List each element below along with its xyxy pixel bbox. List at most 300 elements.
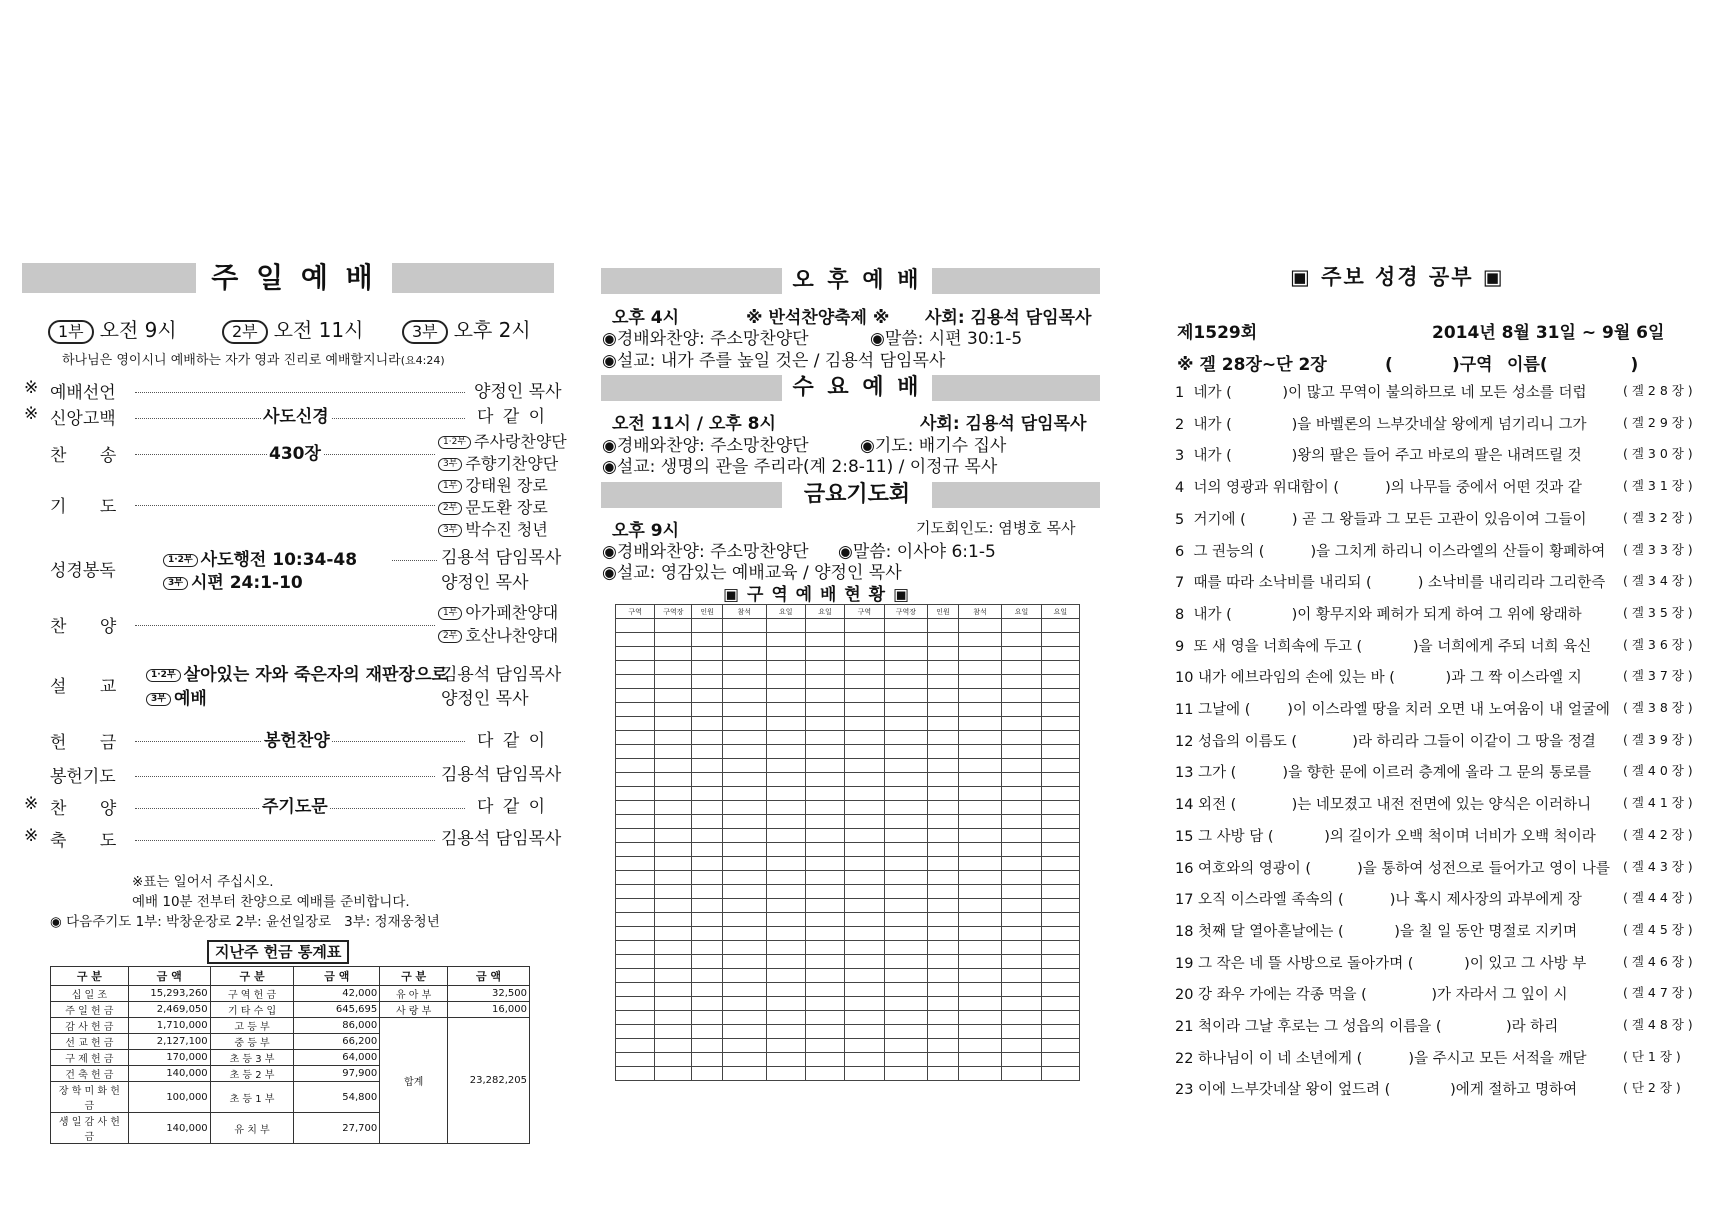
afternoon-word: ◉말씀: 시편 30:1-5 [870,329,1023,349]
district-cell [805,773,844,787]
district-cell [805,647,844,661]
offering-cell: 16,000 [448,1002,530,1018]
district-cell [845,731,884,745]
district-cell [1002,1053,1041,1067]
district-cell [1002,885,1041,899]
question-reference: ( 겔 2 8 장 ) [1623,383,1693,398]
study-question [1175,793,1693,814]
district-cell [958,759,1002,773]
district-cell [1002,815,1041,829]
question-reference: ( 겔 4 7 장 ) [1623,985,1693,1001]
district-cell [1002,899,1041,913]
district-cell [958,815,1002,829]
district-cell [655,689,692,703]
district-cell [928,955,959,969]
district-cell [884,815,928,829]
district-cell [845,1039,884,1053]
friday-title: 금요기도회 [782,480,932,510]
district-header: 요일 [766,605,805,619]
question-reference: ( 겔 3 5 장 ) [1623,604,1693,620]
district-cell [958,955,1002,969]
district-cell [1041,885,1079,899]
district-cell [928,661,959,675]
district-cell [845,815,884,829]
district-cell [884,731,928,745]
district-cell [884,1067,928,1081]
district-cell [1041,773,1079,787]
leader-dots [135,392,465,393]
offering-row [51,1002,530,1018]
study-question [1175,540,1693,561]
district-cell [692,773,723,787]
district-cell [805,941,844,955]
district-cell [928,619,959,633]
district-cell [845,941,884,955]
question-reference: ( 겔 3 6 장 ) [1623,636,1693,652]
district-row [616,731,1080,745]
order-right: 양정인 목사 [474,382,562,402]
district-cell [722,675,766,689]
district-cell [616,773,655,787]
district-cell [884,661,928,675]
district-cell [805,997,844,1011]
district-cell [928,647,959,661]
question-text: 10 내가 에브라임의 손에 있는 바 ( )과 그 짝 이스라엘 지 [1175,670,1582,687]
district-cell [616,997,655,1011]
district-cell [884,885,928,899]
order-label: 찬 양 [50,617,131,637]
district-cell [722,913,766,927]
district-cell [655,885,692,899]
district-cell [928,773,959,787]
district-cell [1002,1025,1041,1039]
district-cell [692,899,723,913]
district-cell [805,871,844,885]
district-cell [928,997,959,1011]
offering-cell: 유 아 부 [380,986,448,1002]
order-right: 다 같 이 [477,797,548,817]
afternoon-event: ※ 반석찬양축제 ※ [746,308,890,328]
district-cell [958,829,1002,843]
district-cell [958,689,1002,703]
district-cell [958,787,1002,801]
afternoon-host: 사회: 김용석 담임목사 [925,308,1092,328]
part-badge: 1부 [48,320,94,344]
offering-cell: 감 사 헌 금 [51,1018,129,1034]
district-cell [884,703,928,717]
offering-cell: 64,000 [294,1050,380,1066]
offering-cell: 초 등 3 부 [210,1050,294,1066]
district-row [616,843,1080,857]
district-cell [616,1039,655,1053]
district-cell [692,759,723,773]
district-cell [722,619,766,633]
district-row [616,717,1080,731]
leader-dots [135,840,435,841]
question-text: 22 하나님이 이 네 소년에게 ( )을 주시고 모든 서적을 깨닫 [1175,1050,1587,1067]
district-cell [805,801,844,815]
district-cell [766,717,805,731]
district-cell [928,913,959,927]
district-cell [692,885,723,899]
district-cell [1041,927,1079,941]
district-cell [928,885,959,899]
district-cell [928,1067,959,1081]
question-text: 14 외전 ( )는 네모졌고 내전 전면에 있는 양식은 이러하니 [1175,797,1592,814]
district-cell [1041,815,1079,829]
next-prayer-note: ◉ 다음주기도 1부: 박창운장로 2부: 윤선일장로 3부: 정재웅청년 [50,914,440,930]
district-cell [884,801,928,815]
district-cell [1041,689,1079,703]
order-label: 성경봉독 [50,561,116,581]
question-reference: ( 겔 4 4 장 ) [1623,890,1693,906]
study-question [1175,635,1693,656]
order-label: 찬 양 [50,799,131,819]
district-cell [655,787,692,801]
district-cell [692,619,723,633]
offering-row [51,1018,530,1034]
district-row [616,941,1080,955]
district-cell [958,997,1002,1011]
district-cell [1041,1025,1079,1039]
service-time-1: 1부 오전 9시 [48,314,177,344]
district-cell [958,801,1002,815]
district-cell [616,801,655,815]
district-cell [616,689,655,703]
district-cell [845,899,884,913]
district-cell [616,745,655,759]
district-cell [958,661,1002,675]
district-cell [845,759,884,773]
district-cell [958,899,1002,913]
district-cell [1002,913,1041,927]
district-cell [616,941,655,955]
district-cell [845,745,884,759]
district-row [616,647,1080,661]
offering-row [51,986,530,1002]
district-cell [766,1011,805,1025]
district-cell [845,647,884,661]
study-question [1175,413,1693,434]
district-cell [722,1039,766,1053]
offering-cell: 사 랑 부 [380,1002,448,1018]
district-cell [766,689,805,703]
district-cell [1041,955,1079,969]
district-cell [928,969,959,983]
district-cell [1002,843,1041,857]
district-cell [884,1053,928,1067]
district-cell [722,801,766,815]
district-cell [722,871,766,885]
part-badge: 3부 [402,320,448,344]
district-cell [616,969,655,983]
district-cell [766,1053,805,1067]
district-row [616,689,1080,703]
district-cell [616,871,655,885]
question-reference: ( 겔 4 2 장 ) [1623,826,1693,842]
district-cell [805,731,844,745]
district-cell [928,1053,959,1067]
district-row [616,997,1080,1011]
district-cell [616,955,655,969]
district-cell [928,899,959,913]
district-cell [722,969,766,983]
district-cell [845,619,884,633]
district-cell [655,759,692,773]
district-cell [884,1011,928,1025]
question-text: 21 척이라 그날 후로는 그 성읍의 이름을 ( )라 하리 [1175,1019,1559,1035]
district-cell [928,843,959,857]
district-row [616,703,1080,717]
district-cell [928,871,959,885]
district-cell [655,955,692,969]
district-cell [655,815,692,829]
district-cell [1002,927,1041,941]
offering-cell: 선 교 헌 금 [51,1034,129,1050]
district-cell [1002,983,1041,997]
district-cell [655,633,692,647]
offering-total: 23,282,205 [448,1018,530,1144]
leader-dots [135,505,435,506]
district-cell [845,1053,884,1067]
friday-time: 오후 9시 [612,521,680,541]
study-question [1175,444,1693,465]
district-cell [692,1053,723,1067]
district-cell [655,647,692,661]
district-cell [722,647,766,661]
district-cell [845,857,884,871]
offering-cell: 십 일 조 [51,986,129,1002]
district-cell [766,983,805,997]
question-text: 7 때를 따라 소낙비를 내리되 ( ) 소낙비를 내리리라 그리한즉 [1175,575,1606,592]
order-label: 축 도 [50,831,131,851]
district-cell [805,843,844,857]
district-cell [928,815,959,829]
district-row [616,983,1080,997]
district-row [616,899,1080,913]
district-cell [655,1067,692,1081]
district-cell [1002,1011,1041,1025]
order-center: 430장 [267,439,323,464]
district-cell [1002,801,1041,815]
district-cell [1041,633,1079,647]
offering-cell: 건 축 헌 금 [51,1066,129,1082]
district-cell [1002,703,1041,717]
question-text: 9 또 새 영을 너희속에 두고 ( )을 너희에게 주되 너희 육신 [1175,638,1592,655]
district-table [615,604,1080,1081]
district-cell [1002,773,1041,787]
district-cell [884,829,928,843]
district-cell [655,969,692,983]
offering-cell: 15,293,260 [128,986,210,1002]
district-cell [616,675,655,689]
order-label: 설 교 [50,677,131,697]
order-right: 2부 문도환 장로 [438,495,548,518]
district-cell [766,927,805,941]
district-cell [805,1025,844,1039]
district-cell [805,1039,844,1053]
friday-leader: 기도회인도: 염병호 목사 [916,519,1076,537]
study-question [1175,381,1693,402]
offering-cell: 54,800 [294,1082,380,1113]
district-cell [845,661,884,675]
district-cell [1002,731,1041,745]
study-question [1175,666,1693,687]
question-reference: ( 겔 4 3 장 ) [1623,858,1693,874]
mark: ※ [24,404,39,424]
district-row [616,619,1080,633]
district-header: 요일 [805,605,844,619]
district-cell [766,633,805,647]
district-header: 참석 [958,605,1002,619]
district-cell [722,661,766,675]
offering-header: 구 분 [51,967,129,986]
district-cell [805,633,844,647]
district-cell [692,857,723,871]
district-cell [766,969,805,983]
offering-cell: 27,700 [294,1113,380,1144]
district-row [616,1025,1080,1039]
question-text: 3 내가 ( )왕의 팔은 들어 주고 바로의 팔은 내려뜨릴 것 [1175,448,1582,465]
district-cell [1002,1067,1041,1081]
district-cell [805,857,844,871]
district-cell [655,857,692,871]
district-cell [616,857,655,871]
district-cell [1041,675,1079,689]
district-cell [1041,969,1079,983]
order-center: 봉헌찬양 [262,726,332,751]
district-cell [766,619,805,633]
district-row [616,871,1080,885]
district-cell [616,983,655,997]
order-center: 3부 시편 24:1-10 [163,568,303,593]
district-cell [692,871,723,885]
wednesday-host: 사회: 김용석 담임목사 [920,414,1087,434]
district-cell [884,787,928,801]
district-cell [616,717,655,731]
district-cell [1002,633,1041,647]
district-cell [722,633,766,647]
district-cell [958,773,1002,787]
mark: ※ [24,794,39,814]
district-cell [928,787,959,801]
district-cell [845,1025,884,1039]
district-cell [1041,1067,1079,1081]
district-cell [616,885,655,899]
district-row [616,1039,1080,1053]
offering-cell: 86,000 [294,1018,380,1034]
district-cell [655,731,692,745]
district-cell [805,745,844,759]
part-badge: 2부 [222,320,268,344]
district-cell [928,675,959,689]
district-cell [1041,1039,1079,1053]
district-cell [692,661,723,675]
district-row [616,633,1080,647]
district-cell [1002,675,1041,689]
district-cell [845,703,884,717]
offering-title: 지난주 헌금 통계표 [207,940,349,964]
order-right: 김용석 담임목사 [441,829,562,849]
district-cell [958,1053,1002,1067]
district-cell [884,955,928,969]
district-cell [692,1025,723,1039]
district-row [616,927,1080,941]
district-cell [805,661,844,675]
district-cell [766,703,805,717]
district-cell [692,941,723,955]
district-cell [805,1011,844,1025]
district-cell [766,647,805,661]
district-cell [805,1067,844,1081]
district-cell [1041,843,1079,857]
district-row [616,815,1080,829]
district-header: 인원 [692,605,723,619]
prepare-note: 예배 10분 전부터 찬양으로 예배를 준비합니다. [132,894,410,910]
district-cell [722,1011,766,1025]
district-cell [655,1053,692,1067]
study-question [1175,983,1693,1004]
district-cell [655,703,692,717]
district-cell [958,927,1002,941]
district-cell [1041,899,1079,913]
offering-cell: 170,000 [128,1050,210,1066]
question-reference: ( 겔 2 9 장 ) [1623,414,1693,430]
district-cell [616,843,655,857]
district-cell [766,941,805,955]
district-cell [845,773,884,787]
district-row [616,661,1080,675]
district-cell [766,843,805,857]
offering-cell: 66,200 [294,1034,380,1050]
afternoon-sermon: ◉설교: 내가 주를 높일 것은 / 김용석 담임목사 [602,351,946,371]
question-text: 1 네가 ( )이 많고 무역이 불의하므로 네 모든 성소를 더럽 [1175,385,1587,401]
order-right: 3부 주향기찬양단 [438,451,558,474]
offering-header: 금 액 [294,967,380,986]
study-question [1175,952,1693,973]
district-cell [766,801,805,815]
district-cell [884,969,928,983]
district-cell [1041,941,1079,955]
district-cell [884,773,928,787]
study-question [1175,508,1693,529]
offering-cell: 645,695 [294,1002,380,1018]
question-text: 8 내가 ( )이 황무지와 폐허가 되게 하여 그 위에 왕래하 [1175,606,1582,623]
district-row [616,955,1080,969]
study-question [1175,698,1693,719]
study-question [1175,571,1693,592]
offering-cell: 장 학 미 화 헌 금 [51,1082,129,1113]
district-cell [958,843,1002,857]
offering-cell: 140,000 [128,1113,210,1144]
district-cell [884,899,928,913]
district-cell [722,857,766,871]
district-cell [928,1039,959,1053]
district-cell [766,731,805,745]
question-reference: ( 겔 4 0 장 ) [1623,763,1693,779]
district-cell [1041,1011,1079,1025]
study-question [1175,1015,1693,1036]
district-cell [655,745,692,759]
district-cell [722,983,766,997]
district-cell [616,647,655,661]
offering-cell: 97,900 [294,1066,380,1082]
district-cell [655,983,692,997]
offering-cell: 중 등 부 [210,1034,294,1050]
district-cell [805,829,844,843]
district-title: ▣ 구 역 예 배 현 황 ▣ [723,585,911,605]
district-cell [655,829,692,843]
